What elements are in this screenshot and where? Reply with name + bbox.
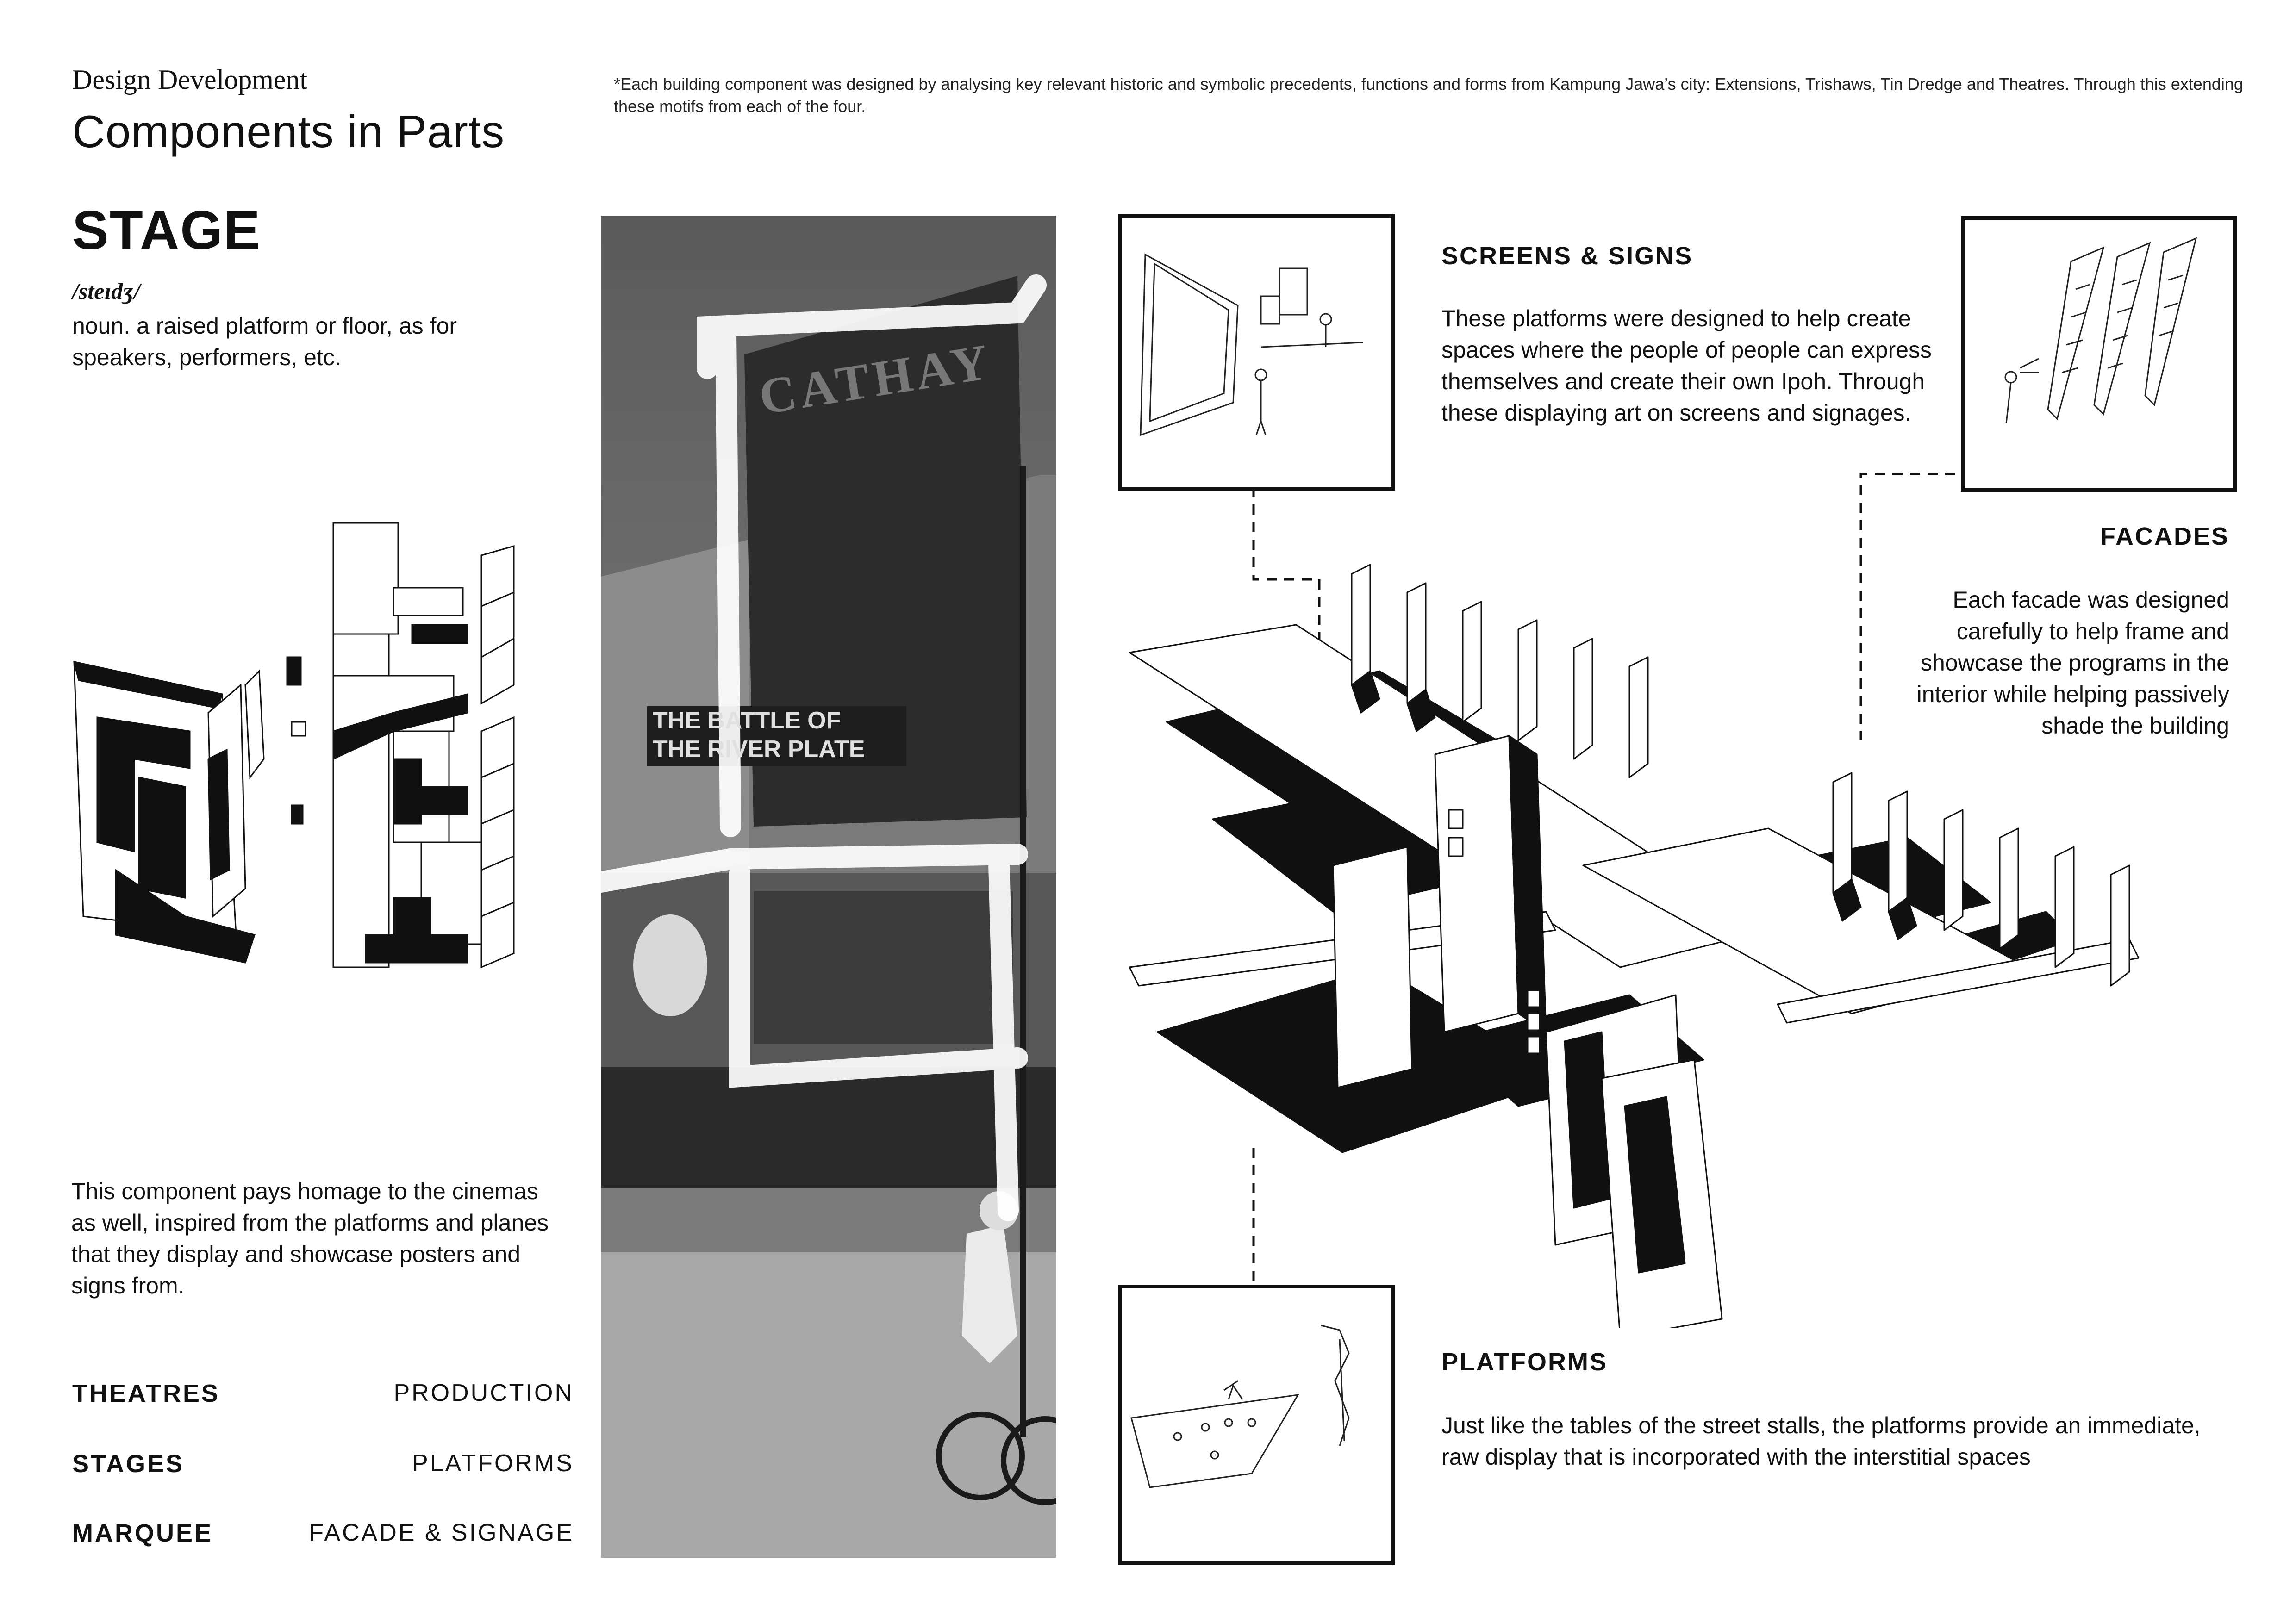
pair-key-stages: STAGES [72, 1450, 185, 1478]
facades-text: Each facade was designed carefully to help frame and showcase the programs in the interior while helping passively shade the building [1916, 587, 2229, 739]
stage-heading: STAGE [72, 200, 261, 261]
header-kicker: Design Development [72, 64, 308, 95]
facades-heading: FACADES [2100, 522, 2229, 550]
homage-text: This component pays homage to the cinemas as well, inspired from the platforms and planes that they display and showcase posters and signs from. [71, 1178, 549, 1299]
pair-value-production: PRODUCTION [393, 1380, 574, 1406]
header-footnote: *Each building component was designed by analysing key relevant historic and symbolic precedents, functions and forms from Kampung Jawa’s city: Extensions, Trishaws, Tin Dredge and Theatres. Through this extending these motifs from each of the four. [614, 75, 2243, 116]
page-title: Components in Parts [72, 106, 505, 157]
platforms-text: Just like the tables of the street stalls, the platforms provide an immediate, raw display that is incorporated with the interstitial spaces [1441, 1412, 2201, 1470]
photo-sign-cathay: CATHAY [755, 333, 996, 425]
platforms-heading: PLATFORMS [1441, 1348, 1608, 1376]
stage-phonetic: /steɪdʒ/ [72, 278, 140, 304]
pair-value-platforms: PLATFORMS [412, 1450, 574, 1477]
photo-sign-line-3: THE RIVER PLATE [653, 736, 865, 763]
photo-sign-line-2: THE BATTLE OF [653, 707, 841, 734]
screens-heading: SCREENS & SIGNS [1441, 242, 1693, 270]
pair-key-theatres: THEATRES [72, 1380, 220, 1407]
exploded-axonometric [1120, 523, 2180, 1328]
pair-key-marquee: MARQUEE [72, 1519, 213, 1547]
pair-value-facade-signage: FACADE & SIGNAGE [309, 1519, 574, 1546]
screens-text: These platforms were designed to help create spaces where the people of people can express themselves and create their own Ipoh. Through these displaying art on screens and signages. [1441, 305, 1932, 426]
stage-definition: noun. a raised platform or floor, as for speakers, performers, etc. [72, 313, 457, 370]
